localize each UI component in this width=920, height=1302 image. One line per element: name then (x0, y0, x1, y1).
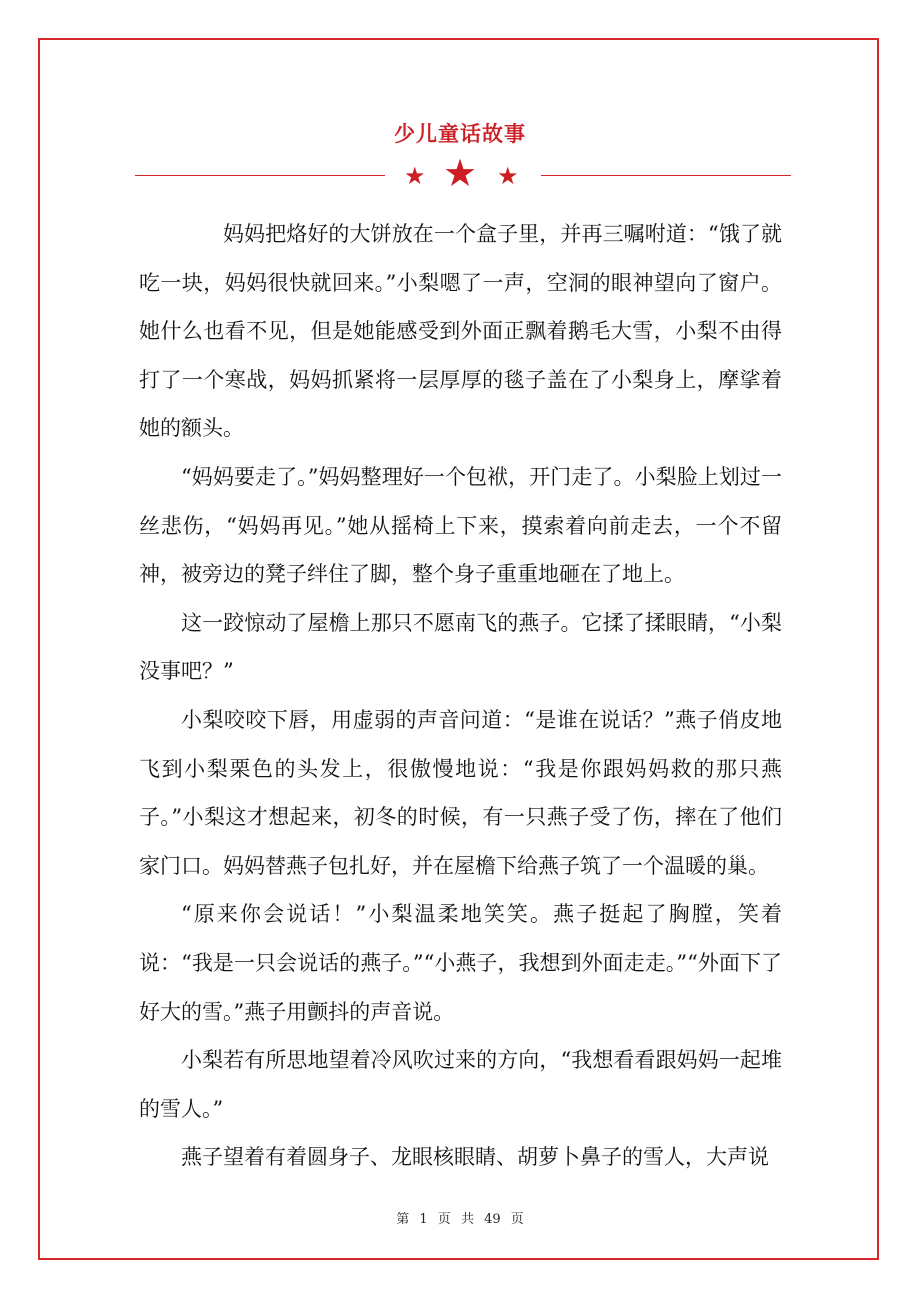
current-page-number: 1 (419, 1212, 428, 1227)
footer-suffix: 页 (510, 1212, 524, 1227)
total-pages: 49 (484, 1212, 501, 1227)
paragraph: 妈妈把烙好的大饼放在一个盒子里，并再三嘱咐道：“饿了就吃一块，妈妈很快就回来。”小梨嗯了一声，空洞的眼神望向了窗户。她什么也看不见，但是她能感受到外面正飘着鹅毛大雪，小梨不由得打了一个寒战，妈妈抓紧将一层厚厚的毯子盖在了小梨身上，摩挲着她的额头。 (139, 222, 782, 441)
document-title: 少儿童话故事 (394, 121, 526, 146)
footer-prefix: 第 (396, 1212, 410, 1227)
paragraph: 燕子望着有着圆身子、龙眼核眼睛、胡萝卜鼻子的雪人，大声说 (181, 1145, 769, 1170)
paragraph: 小梨咬咬下唇，用虚弱的声音问道：“是谁在说话？”燕子俏皮地飞到小梨栗色的头发上，很傲慢地说：“我是你跟妈妈救的那只燕子。”小梨这才想起来，初冬的时候，有一只燕子受了伤，摔在了他们家门口。妈妈替燕子包扎好，并在屋檐下给燕子筑了一个温暖的巢。 (139, 707, 782, 878)
divider-line-right (541, 175, 791, 176)
page-footer (0, 1208, 920, 1227)
paragraph: “妈妈要走了。”妈妈整理好一个包袱，开门走了。小梨脸上划过一丝悲伤，“妈妈再见。”她从摇椅上下来，摸索着向前走去，一个不留神，被旁边的凳子绊住了脚，整个身子重重地砸在了地上。 (139, 464, 782, 587)
paragraph: 小梨若有所思地望着冷风吹过来的方向，“我想看看跟妈妈一起堆的雪人。” (139, 1048, 782, 1121)
paragraph: 这一跤惊动了屋檐上那只不愿南飞的燕子。它揉了揉眼睛，“小梨没事吧？” (139, 610, 782, 684)
story-body (139, 210, 782, 1182)
paragraph: “原来你会说话！”小梨温柔地笑笑。燕子挺起了胸膛，笑着说：“我是一只会说话的燕子。”“小燕子，我想到外面走走。”“外面下了好大的雪。”燕子用颤抖的声音说。 (139, 902, 782, 1024)
footer-total-word: 共 (460, 1212, 474, 1227)
star-icon-large: ★ (443, 151, 478, 195)
star-icon: ★ (497, 162, 519, 190)
title-divider (135, 151, 791, 200)
footer-page-word: 页 (437, 1212, 451, 1227)
divider-line-left (135, 175, 385, 176)
star-icon: ★ (404, 162, 426, 190)
